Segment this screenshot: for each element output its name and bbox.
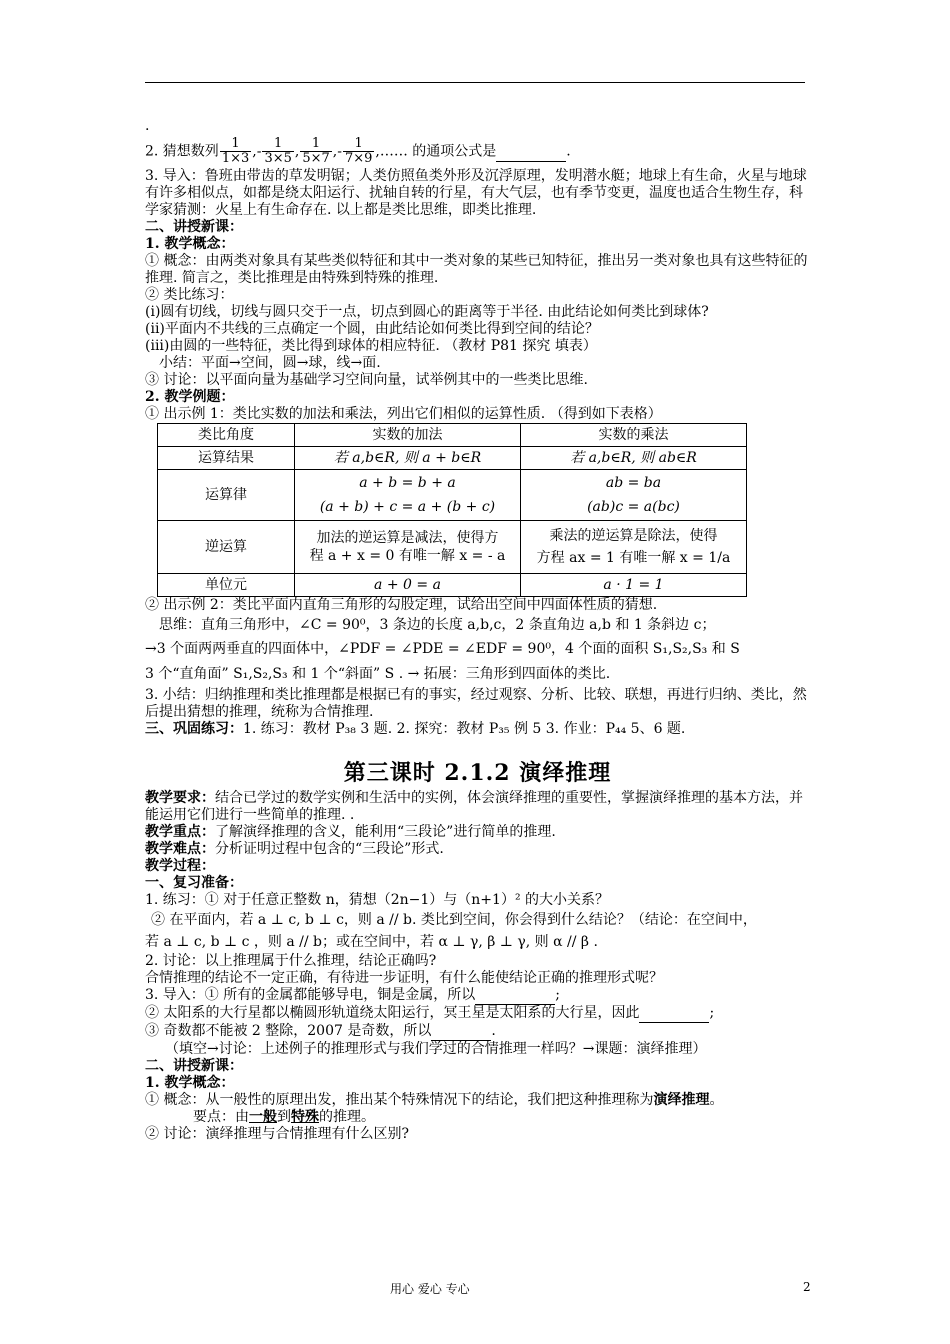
- footer-motto: 用心 爱心 专心: [390, 1282, 470, 1296]
- fill-blank-3: [431, 1023, 491, 1041]
- exercise-iii: (iii)由圆的一些特征，类比得到球体的相应特征. （教材 P81 探究 填表）: [145, 338, 597, 354]
- fill-blank-1: [475, 987, 555, 1005]
- heading-concept-2: 1. 教学概念：: [145, 1075, 235, 1091]
- section-new-lesson-2: 二、讲授新课：: [145, 1058, 243, 1074]
- review-1b: ② 在平面内，若 a ⊥ c, b ⊥ c，则 a // b. 类比到空间，你会得到什么结论？（结论：在空间中，: [151, 912, 757, 928]
- answer-blank: [496, 144, 566, 162]
- practice-line: 三、巩固练习：1. 练习：教材 P₃₈ 3 题. 2. 探究：教材 P₃₅ 例 5 3. 作业：P₄₄ 5、6 题.: [145, 721, 686, 737]
- teaching-key-points: 教学重点：了解演绎推理的含义，能利用“三段论”进行简单的推理.: [145, 824, 556, 840]
- table-row: [158, 521, 747, 574]
- concept-3: ③ 讨论：以平面向量为基础学习空间向量，试举例其中的一些类比思维.: [145, 372, 588, 388]
- table-cell: a · 1 = 1: [520, 574, 746, 597]
- table-header: 实数的加法: [294, 424, 520, 447]
- heading-example: 2. 教学例题：: [145, 389, 235, 405]
- table-row: [158, 574, 747, 597]
- comparison-table: [157, 423, 747, 597]
- fraction-1: $\frac{1}{1\times 3}$: [221, 136, 250, 166]
- table-cell: 逆运算: [158, 521, 295, 574]
- deduction-keypoint: 要点：由一般到特殊的推理。: [193, 1109, 375, 1125]
- example-2-extension: 3 个“直角面” S₁,S₂,S₃ 和 1 个“斜面” S . → 拓展：三角形到四面体的类比.: [145, 666, 611, 682]
- table-cell: 单位元: [158, 574, 295, 597]
- lesson-title: 第三课时 2.1.2 演绎推理: [343, 760, 612, 786]
- item-3-intro: 3. 导入：鲁班由带齿的草发明锯；人类仿照鱼类外形及沉浮原理，发明潜水艇；地球上有生命，火星与地球有许多相似点，如都是绕太阳运行、扰轴自转的行星，有大气层，也有季节变更，温度也适合生物生存，科学家猜测：火星上有生命存在. 以上都是类比思维，即类比推理.: [145, 168, 807, 218]
- summary-3: 3. 小结：归纳推理和类比推理都是根据已有的事实，经过观察、分析、比较、联想，再进行归纳、类比，然后提出猜想的推理，统称为合情推理.: [145, 687, 807, 720]
- header-rule: [145, 82, 805, 83]
- fraction-3: $\frac{1}{5\times 7}$: [302, 136, 330, 166]
- item-2-sequence: 2. 猜想数列 $\frac{1}{1\times 3}$ ,- $\frac{1}{3\times 5}$ , $\frac{1}{5\times 7}$ ,- $\frac{1}{7\times 9}$ ,…… 的通项公式是 .: [145, 136, 571, 166]
- table-cell: 加法的逆运算是减法，使得方 程 a + x = 0 有唯一解 x = - a: [294, 521, 520, 574]
- stray-dot: .: [145, 118, 150, 134]
- table-header-row: [158, 424, 747, 447]
- example-2-thinking: 思维：直角三角形中，∠C = 90⁰，3 条边的长度 a,b,c，2 条直角边 a,b 和 1 条斜边 c；: [159, 617, 716, 633]
- review-2: 2. 讨论：以上推理属于什么推理，结论正确吗?: [145, 953, 437, 969]
- section-new-lesson: 二、讲授新课：: [145, 219, 243, 235]
- example-2: ② 出示例 2：类比平面内直角三角形的勾股定理，试给出空间中四面体性质的猜想.: [145, 597, 658, 613]
- heading-concept: 1. 教学概念：: [145, 236, 235, 252]
- page-number: 2: [803, 1280, 811, 1294]
- review-3c: ③ 奇数都不能被 2 整除，2007 是奇数，所以 .: [145, 1023, 496, 1039]
- table-cell: 运算律: [158, 470, 295, 521]
- fraction-2: $\frac{1}{3\times 5}$: [264, 136, 292, 166]
- table-header: 实数的乘法: [520, 424, 746, 447]
- review-3b: ② 太阳系的大行星都以椭圆形轨道绕太阳运行，冥王星是太阳系的大行星，因此 ;: [145, 1005, 715, 1021]
- table-cell: ab = ba (ab)c = a(bc): [520, 470, 746, 521]
- exercise-summary: 小结：平面→空间，圆→球，线→面.: [159, 355, 381, 371]
- teaching-requirements: 教学要求：结合已学过的数学实例和生活中的实例，体会演绎推理的重要性，掌握演绎推理的基本方法，并能运用它们进行一些简单的推理. .: [145, 790, 803, 823]
- example-2-tetrahedron: →3 个面两两垂直的四面体中，∠PDF = ∠PDE = ∠EDF = 90⁰，4 个面的面积 S₁,S₂,S₃ 和 S: [145, 641, 740, 657]
- table-cell: a + 0 = a: [294, 574, 520, 597]
- deduction-concept: ① 概念：从一般性的原理出发，推出某个特殊情况下的结论，我们把这种推理称为演绎推理。: [145, 1092, 724, 1108]
- review-2b: 合情推理的结论不一定正确，有待进一步证明，有什么能使结论正确的推理形式呢？: [145, 970, 663, 986]
- exercise-i: (i)圆有切线，切线与圆只交于一点，切点到圆心的距离等于半径. 由此结论如何类比到球体?: [145, 304, 709, 320]
- table-cell: 若 a,b∈R, 则 a + b∈R: [294, 447, 520, 470]
- table-cell: 乘法的逆运算是除法，使得 方程 ax = 1 有唯一解 x = 1/a: [520, 521, 746, 574]
- table-header: 类比角度: [158, 424, 295, 447]
- review-1c: 若 a ⊥ c, b ⊥ c ，则 a // b；或在空间中，若 α ⊥ γ, β ⊥ γ, 则 α // β .: [145, 934, 598, 950]
- concept-2: ② 类比练习：: [145, 287, 234, 303]
- page-body: [145, 118, 810, 1143]
- example-1: ① 出示例 1：类比实数的加法和乘法，列出它们相似的运算性质. （得到如下表格）: [145, 406, 662, 422]
- fill-blank-2: [639, 1005, 709, 1023]
- table-cell: 若 a,b∈R, 则 ab∈R: [520, 447, 746, 470]
- teaching-difficulties: 教学难点：分析证明过程中包含的“三段论”形式.: [145, 841, 444, 857]
- table-row: [158, 447, 747, 470]
- deduction-discussion: ② 讨论：演绎推理与合情推理有什么区别?: [145, 1126, 409, 1142]
- teaching-process: 教学过程：: [145, 858, 215, 874]
- table-row: [158, 470, 747, 521]
- section-review: 一、复习准备：: [145, 875, 243, 891]
- exercise-ii: (ii)平面内不共线的三点确定一个圆，由此结论如何类比得到空间的结论？: [145, 321, 599, 337]
- fraction-4: $\frac{1}{7\times 9}$: [344, 136, 373, 166]
- review-3d: （填空→讨论：上述例子的推理形式与我们学过的合情推理一样吗？→课题：演绎推理）: [165, 1041, 707, 1057]
- concept-1: ① 概念：由两类对象具有某些类似特征和其中一类对象的某些已知特征，推出另一类对象也具有这些特征的推理. 简言之，类比推理是由特殊到特殊的推理.: [145, 253, 808, 286]
- table-cell: 运算结果: [158, 447, 295, 470]
- review-1: 1. 练习：① 对于任意正整数 n，猜想（2n−1）与（n+1）² 的大小关系？: [145, 892, 610, 908]
- review-3: 3. 导入：① 所有的金属都能够导电，铜是金属，所以 ;: [145, 987, 560, 1003]
- table-cell: a + b = b + a (a + b) + c = a + (b + c): [294, 470, 520, 521]
